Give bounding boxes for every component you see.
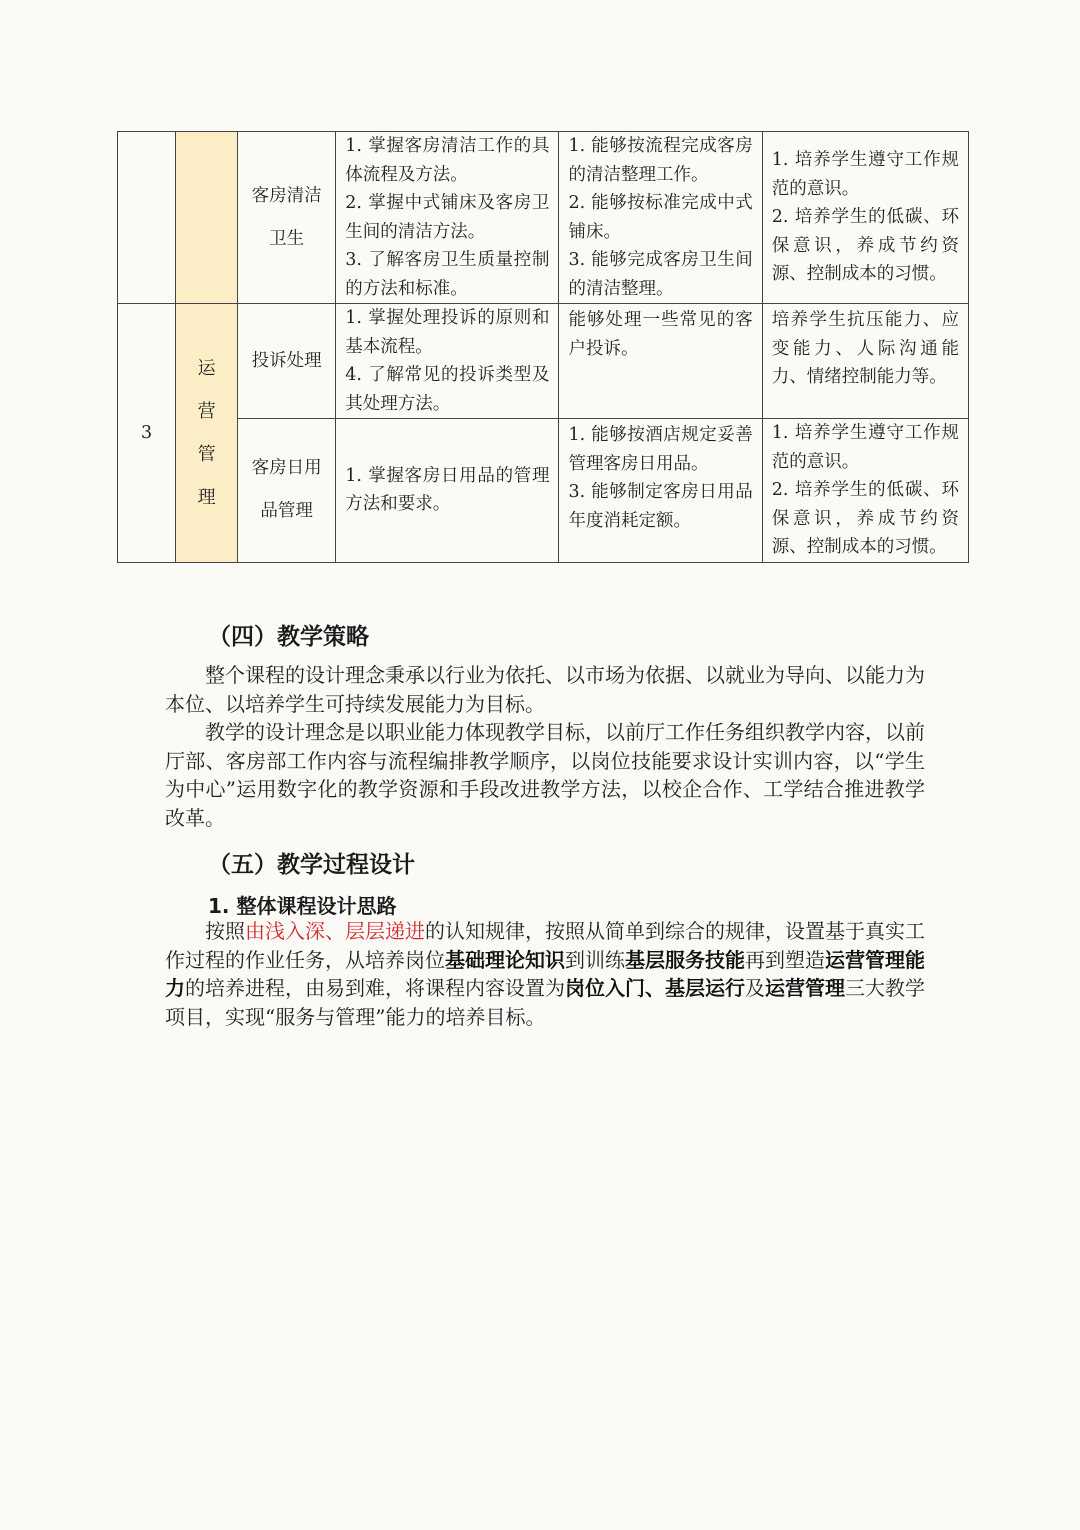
quality-cell: [762, 132, 968, 304]
section-4-heading: （四）教学策略: [208, 624, 369, 650]
skill-item: 2. 能够按标准完成中式铺床。: [568, 193, 753, 242]
highlight-text: 由浅入深、层层递进: [245, 919, 425, 943]
skill-item: 3. 能够制定客房日用品年度消耗定额。: [568, 482, 753, 531]
bold-text: 运营管理: [765, 976, 845, 1001]
knowledge-item: 4. 了解常见的投诉类型及其处理方法。: [345, 365, 550, 414]
bold-text: 基层服务技能: [625, 947, 745, 972]
knowledge-item: 1. 掌握客房清洁工作的具体流程及方法。: [345, 136, 550, 185]
paragraph: 教学的设计理念是以职业能力体现教学目标，以前厅工作任务组织教学内容，以前厅部、客房部工作内容与流程编排教学顺序，以岗位技能要求设计实训内容，以“学生为中心”运用数字化的教学资源和手段改进教学方法，以校企合作、工学结合推进教学改革。: [165, 720, 925, 830]
task-cell: [238, 304, 336, 419]
quality-item: 2. 培养学生的低碳、环保意识，养成节约资源、控制成本的习惯。: [771, 207, 959, 285]
paragraph: [165, 917, 925, 1031]
table-row: [118, 419, 969, 563]
knowledge-item: 1. 掌握处理投诉的原则和基本流程。: [345, 308, 550, 357]
task-name: 投诉处理: [251, 350, 322, 371]
quality-cell: [762, 419, 968, 563]
text-run: 三大教学项目，实现“服务与管理”能力的培养目标。: [165, 976, 925, 1029]
subsection-heading: 1. 整体课程设计思路: [208, 894, 397, 918]
row-number-cell: [118, 132, 176, 304]
bold-text: 运营管理能力: [165, 947, 925, 1001]
text-run: 再到塑造: [745, 947, 825, 972]
bold-text: 岗位入门、基层运行: [565, 976, 745, 1001]
skill-item: 1. 能够按流程完成客房的清洁整理工作。: [568, 136, 753, 185]
table-row: [118, 304, 969, 419]
text-run: 到训练: [565, 947, 625, 972]
text-run: 的认知规律，按照从简单到综合的规律，设置基于真实工作过程的作业任务，从培养岗位: [165, 919, 925, 972]
knowledge-item: 1. 掌握客房日用品的管理方法和要求。: [345, 465, 550, 515]
section-5-body: [165, 917, 925, 1031]
text-run: 按照: [205, 919, 245, 943]
skills-cell: [559, 304, 762, 419]
course-content-table: [117, 131, 969, 563]
quality-item: 培养学生抗压能力、应变能力、人际沟通能力、情绪控制能力等。: [771, 310, 959, 387]
section-5-heading: （五）教学过程设计: [208, 852, 415, 878]
quality-cell: [762, 304, 968, 419]
bold-text: 基础理论知识: [445, 947, 565, 972]
knowledge-cell: [336, 419, 559, 563]
row-number-cell: 3: [118, 304, 176, 563]
skills-cell: [559, 419, 762, 563]
task-cell: [238, 132, 336, 304]
text-run: 及: [745, 976, 765, 1001]
module-name: 运营管理: [197, 357, 216, 508]
task-name: 客房清洁卫生: [251, 185, 322, 249]
text-run: 的培养进程，由易到难，将课程内容设置为: [185, 976, 565, 1001]
module-cell: [176, 304, 238, 563]
module-cell: [176, 132, 238, 304]
knowledge-cell: [336, 132, 559, 304]
task-cell: [238, 419, 336, 563]
knowledge-cell: [336, 304, 559, 419]
knowledge-item: 2. 掌握中式铺床及客房卫生间的清洁方法。: [345, 193, 550, 242]
skill-item: 能够处理一些常见的客户投诉。: [568, 310, 753, 359]
quality-item: 1. 培养学生遵守工作规范的意识。: [771, 150, 959, 199]
task-name: 客房日用品管理: [251, 458, 322, 522]
knowledge-item: 3. 了解客房卫生质量控制的方法和标准。: [345, 250, 550, 299]
quality-item: 2. 培养学生的低碳、环保意识，养成节约资源、控制成本的习惯。: [771, 480, 959, 557]
section-4-body: [165, 661, 925, 833]
skills-cell: [559, 132, 762, 304]
skill-item: 3. 能够完成客房卫生间的清洁整理。: [568, 250, 753, 299]
paragraph: 整个课程的设计理念秉承以行业为依托、以市场为依据、以就业为导向、以能力为本位、以培养学生可持续发展能力为目标。: [165, 663, 925, 716]
table-row: [118, 132, 969, 304]
skill-item: 1. 能够按酒店规定妥善管理客房日用品。: [568, 425, 753, 474]
quality-item: 1. 培养学生遵守工作规范的意识。: [771, 423, 959, 472]
